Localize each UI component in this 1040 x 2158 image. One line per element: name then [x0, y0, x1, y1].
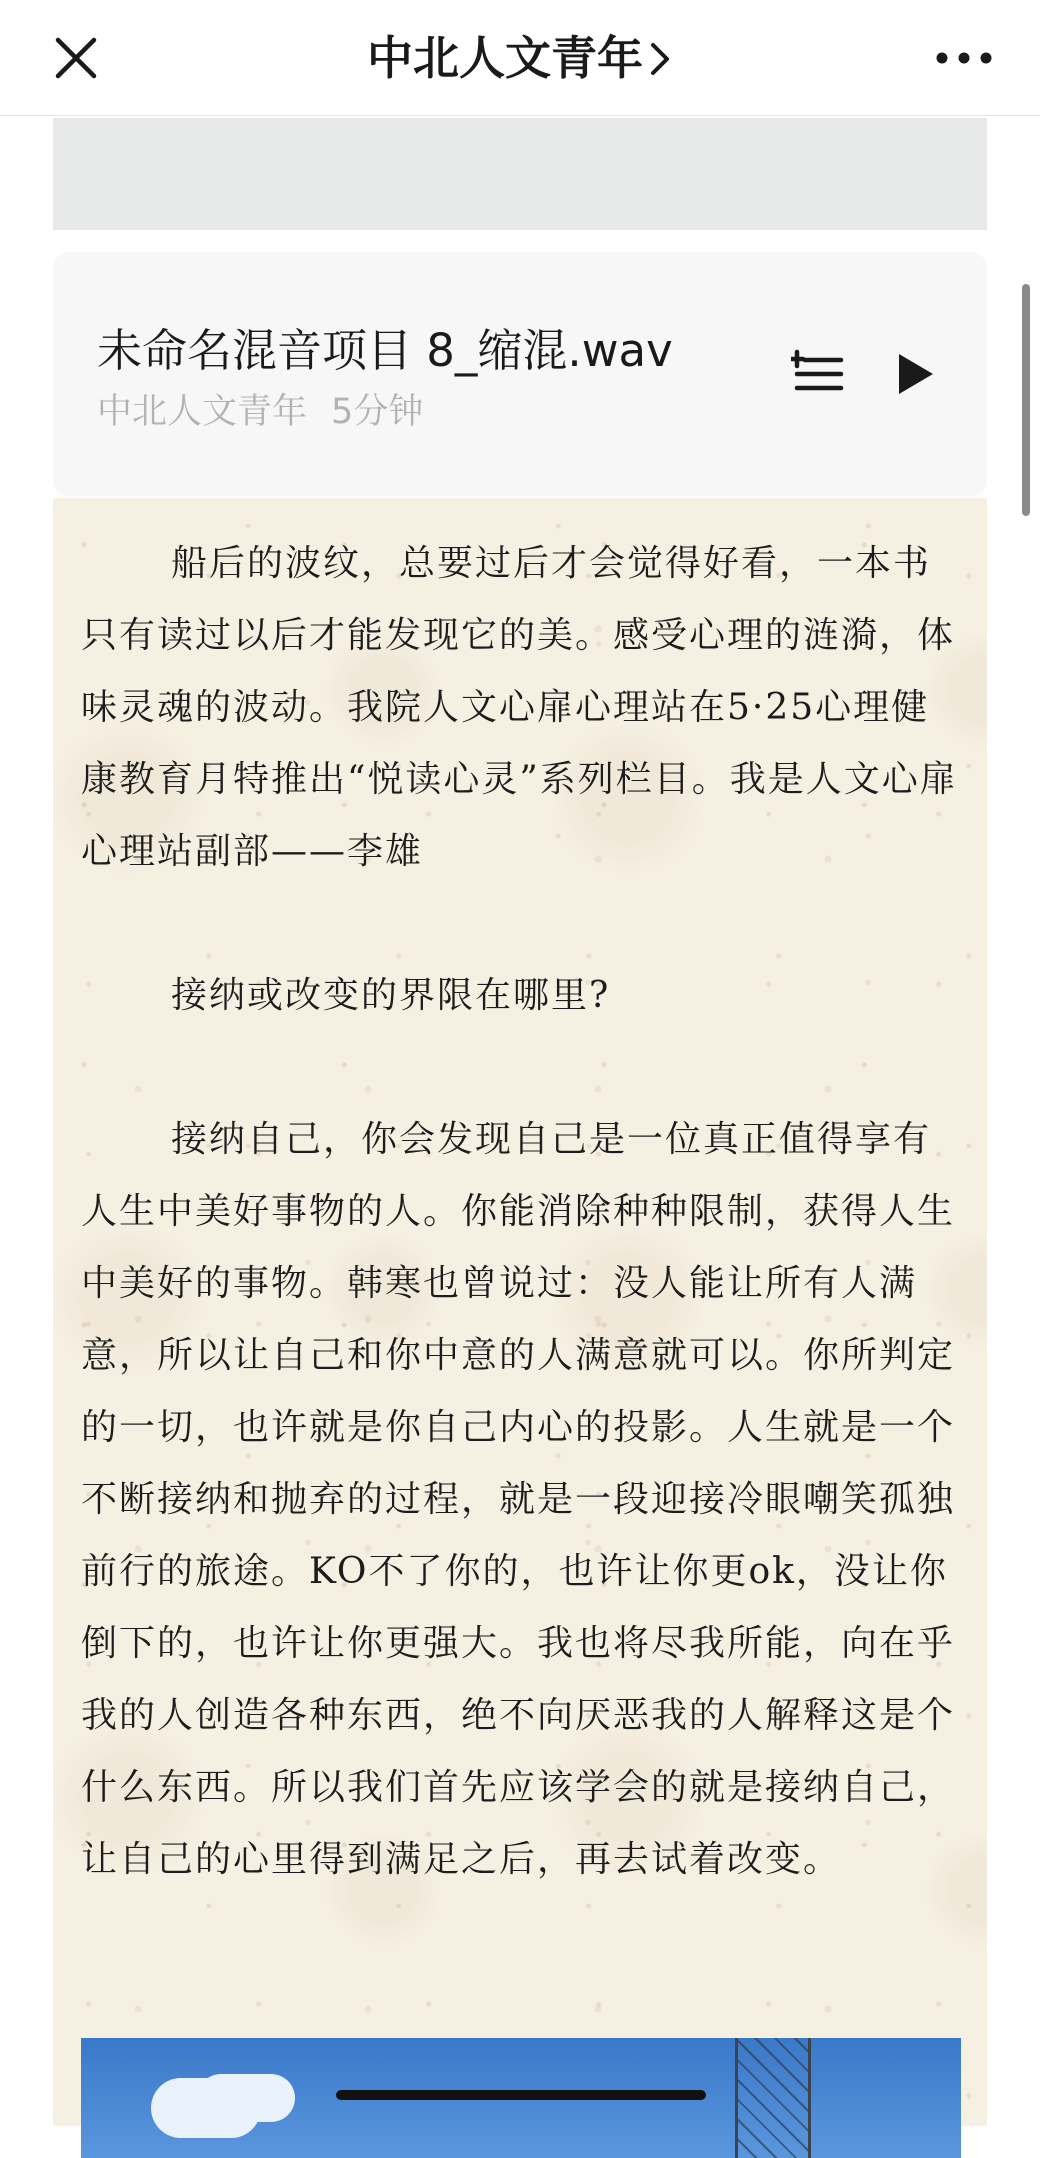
cover-image-placeholder	[53, 118, 987, 230]
chevron-right-icon	[647, 39, 673, 79]
cloud-shape	[151, 2078, 261, 2138]
audio-duration: 5分钟	[331, 392, 424, 432]
audio-card[interactable]	[53, 252, 987, 496]
play-icon	[885, 346, 941, 402]
more-icon	[928, 32, 1000, 84]
audio-author: 中北人文青年	[97, 392, 308, 432]
article-paragraph: 接纳或改变的界限在哪里?	[171, 975, 611, 1016]
add-to-playlist-button[interactable]	[791, 346, 847, 402]
article-paragraph: 接纳自己，你会发现自己是一位真正值得享有人生中美好事物的人。你能消除种种限制，获得人生中美好的事物。韩寒也曾说过：没人能让所有人满意，所以让自己和你中意的人满意就可以。你所判定的一切，也许就是你自己内心的投影。人生就是一个不断接纳和抛弃的过程，就是一段迎接冷眼嘲笑孤独前行的旅途。KO不了你的，也许让你更ok，没让你倒下的，也许让你更强大。我也将尽我所能，向在乎我的人创造各种东西，绝不向厌恶我的人解释这是个什么东西。所以我们首先应该学会的就是接纳自己，让自己的心里得到满足之后，再去试着改变。	[81, 1119, 956, 1880]
play-button[interactable]	[885, 346, 941, 402]
scrollbar-thumb[interactable]	[1022, 284, 1030, 516]
account-title-link[interactable]	[0, 24, 1040, 92]
article-paragraph: 船后的波纹，总要过后才会觉得好看，一本书只有读过以后才能发现它的美。感受心理的涟漪，体味灵魂的波动。我院人文心扉心理站在5·25心理健康教育月特推出“悦读心灵”系列栏目。我是人文心扉心理站副部——李雄	[81, 543, 958, 872]
audio-meta	[97, 384, 423, 434]
power-tower-shape	[735, 2038, 811, 2158]
article-text	[81, 528, 961, 1896]
page-title: 中北人文青年	[367, 31, 643, 85]
article-body	[53, 498, 987, 2126]
playlist-icon	[791, 346, 847, 402]
audio-title: 未命名混音项目 8_缩混.wav	[97, 324, 673, 377]
more-button[interactable]	[928, 32, 1000, 84]
home-indicator[interactable]	[336, 2090, 706, 2100]
top-navigation-bar	[0, 0, 1040, 116]
